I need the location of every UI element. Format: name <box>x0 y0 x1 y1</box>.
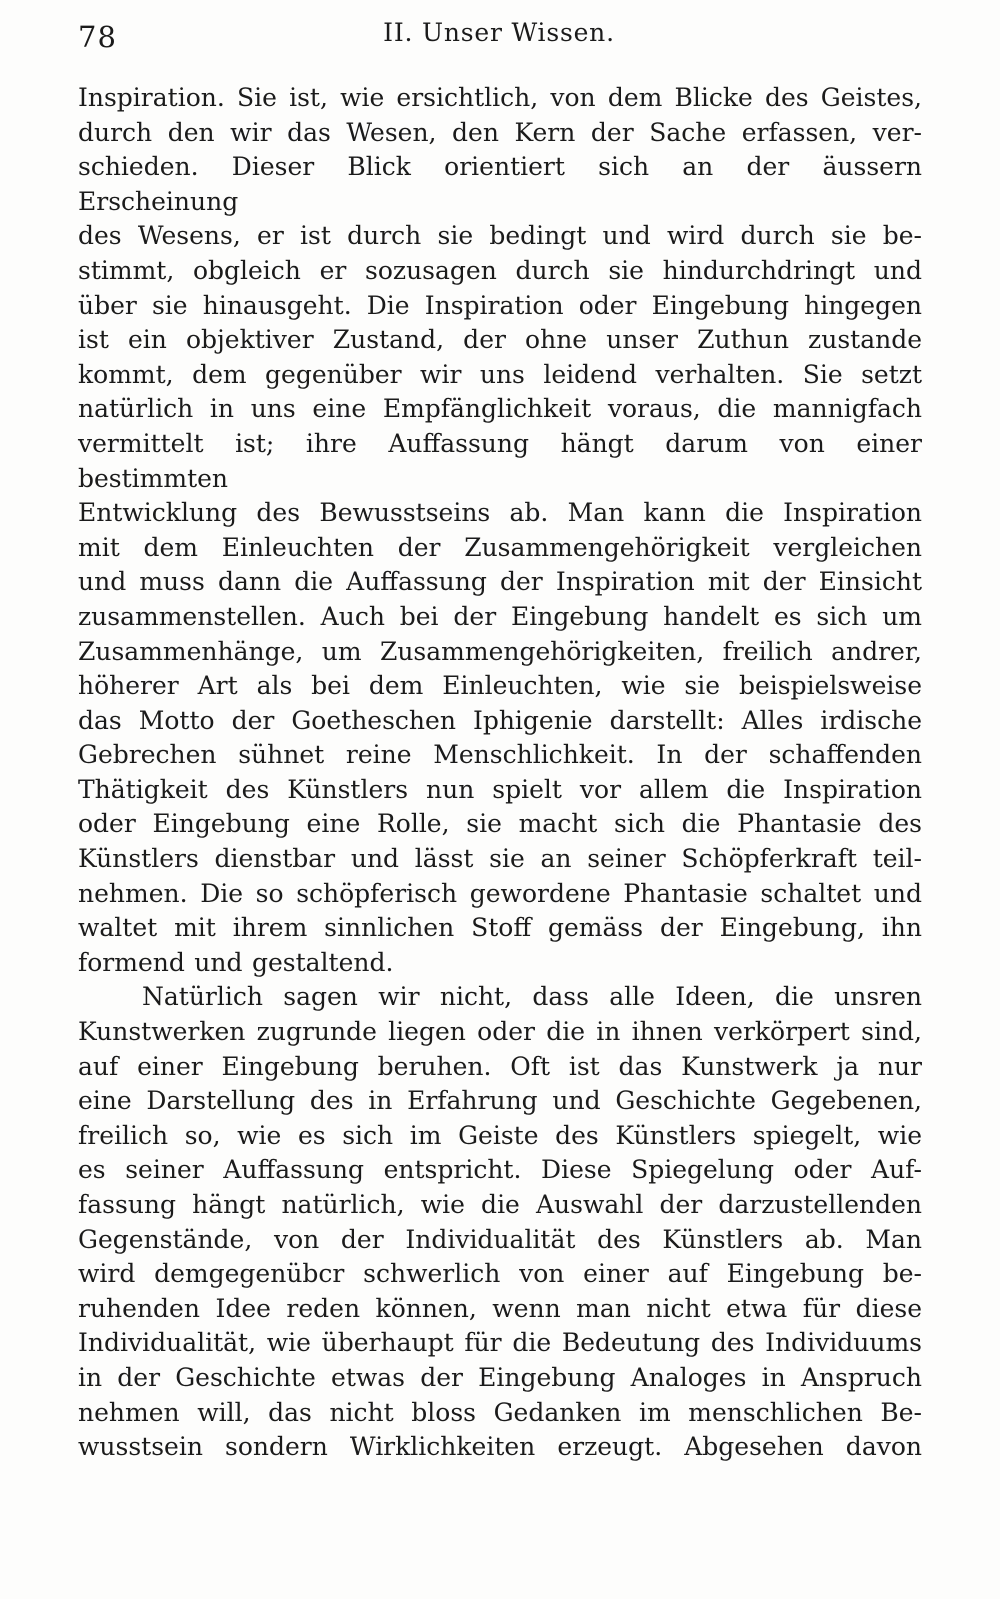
text-line: auf einer Eingebung beruhen. Oft ist das Kunstwerk ja nur <box>78 1051 922 1081</box>
text-line: höherer Art als bei dem Einleuchten, wie sie beispielsweise <box>78 671 922 701</box>
text-line: Künstlers dienstbar und lässt sie an seiner Schöpferkraft teil- <box>78 844 922 874</box>
text-line: es seiner Auffassung entspricht. Diese Spiegelung oder Auf- <box>78 1155 922 1185</box>
text-line: nehmen will, das nicht bloss Gedanken im menschlichen Be- <box>78 1397 922 1427</box>
text-line: nehmen. Die so schöpferisch gewordene Phantasie schaltet und <box>78 878 922 908</box>
text-line: ist ein objektiver Zustand, der ohne unser Zuthun zustande <box>78 325 922 355</box>
text-line: Natürlich sagen wir nicht, dass alle Ideen, die unsren <box>142 982 922 1012</box>
text-line: fassung hängt natürlich, wie die Auswahl der darzustellenden <box>78 1190 922 1219</box>
text-line: und muss dann die Auffassung der Inspiration mit der Einsicht <box>78 567 922 597</box>
text-line: in der Geschichte etwas der Eingebung Analoges in Anspruch <box>78 1362 922 1392</box>
running-title: II. Unser Wissen. <box>383 18 615 47</box>
text-line: oder Eingebung eine Rolle, sie macht sich die Phantasie des <box>78 809 922 839</box>
text-line: des Wesens, er ist durch sie bedingt und wird durch sie be- <box>78 221 922 251</box>
text-line: waltet mit ihrem sinnlichen Stoff gemäss der Eingebung, ihn <box>78 913 922 943</box>
text-line: ruhenden Idee reden können, wenn man nicht etwa für diese <box>78 1293 922 1323</box>
text-line: natürlich in uns eine Empfänglichkeit voraus, die mannigfach <box>78 394 922 424</box>
text-line: vermittelt ist; ihre Auffassung hängt darum von einer bestimmten <box>78 428 922 493</box>
text-line: formend und gestaltend. <box>78 947 394 977</box>
text-line: stimmt, obgleich er sozusagen durch sie hindurchdringt und <box>78 255 922 285</box>
text-line: Kunstwerken zugrunde liegen oder die in ihnen verkörpert sind, <box>78 1017 922 1047</box>
text-line: kommt, dem gegenüber wir uns leidend verhalten. Sie setzt <box>78 359 922 389</box>
text-line: Inspiration. Sie ist, wie ersichtlich, von dem Blicke des Geistes, <box>78 83 922 112</box>
text-line: Gebrechen sühnet reine Menschlichkeit. In der schaffenden <box>78 740 922 770</box>
text-line: wusstsein sondern Wirklichkeiten erzeugt. Abgesehen davon <box>78 1432 922 1462</box>
text-line: Thätigkeit des Künstlers nun spielt vor allem die Inspiration <box>78 774 922 804</box>
page-number: 78 <box>78 20 117 54</box>
text-line: das Motto der Goetheschen Iphigenie darstellt: Alles irdische <box>78 705 922 735</box>
text-line: eine Darstellung des in Erfahrung und Geschichte Gegebenen, <box>78 1086 922 1116</box>
text-line: Entwicklung des Bewusstseins ab. Man kann die Inspiration <box>78 498 922 528</box>
text-line: durch den wir das Wesen, den Kern der Sache erfassen, ver- <box>78 117 922 147</box>
text-line: Zusammenhänge, um Zusammengehörigkeiten, freilich andrer, <box>78 636 922 666</box>
text-line: mit dem Einleuchten der Zusammengehörigkeit vergleichen <box>78 532 922 562</box>
text-line: freilich so, wie es sich im Geiste des Künstlers spiegelt, wie <box>78 1120 922 1150</box>
text-line: über sie hinausgeht. Die Inspiration oder Eingebung hingegen <box>78 290 922 320</box>
text-line: wird demgegenübcr schwerlich von einer auf Eingebung be- <box>78 1259 922 1289</box>
text-line: zusammenstellen. Auch bei der Eingebung handelt es sich um <box>78 601 922 631</box>
body-text <box>78 81 922 1465</box>
text-line: Individualität, wie überhaupt für die Bedeutung des Individuums <box>78 1328 922 1358</box>
page-header <box>78 16 920 60</box>
text-line: Gegenstände, von der Individualität des Künstlers ab. Man <box>78 1224 922 1254</box>
text-line: schieden. Dieser Blick orientiert sich an der äussern Erscheinung <box>78 152 922 216</box>
